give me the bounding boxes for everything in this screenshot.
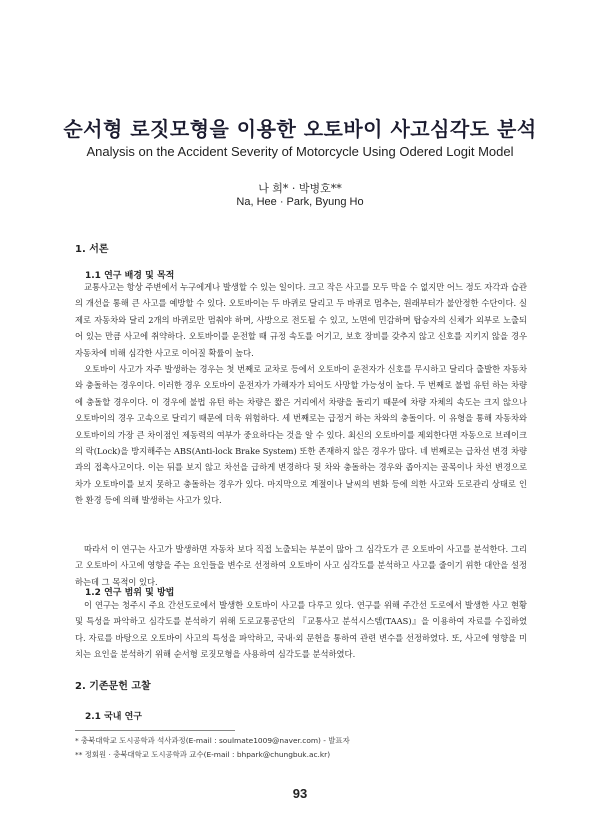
section-1-1-paragraph-1: 교통사고는 항상 주변에서 누구에게나 발생할 수 있는 일이다. 크고 작은 사고를 모두 막을 수 없지만 어느 정도 자각과 습관의 개선을 통해 큰 사고를 예방할 수 있다. 오토바이는 두 바퀴로 달리고 두 바퀴로 멈추는, 원래부터가 불안정한 수단이다. 실제로 자동차와 달리 2개의 바퀴로만 멈춰야 하며, 사방으로 전도될 수 있고, 노면에 민감하며 탑승자의 신체가 외부로 노출되어 있는 만큼 사고에 취약하다. 오토바이를 운전할 때 규정 속도를 어기고, 보호 장비를 갖추지 않고 신호를 지키지 않을 경우 자동차에 비해 심각한 사고로 이어질 확률이 높다. [75, 282, 527, 358]
paper-title: 순서형 로짓모형을 이용한 오토바이 사고심각도 분석 [63, 117, 537, 141]
section-2-heading: 2. 기존문헌 고찰 [75, 681, 151, 692]
section-1-2-heading: 1.2 연구 범위 및 방법 [85, 588, 175, 598]
footnote-divider [75, 730, 235, 731]
section-1-1-paragraph-3: 따라서 이 연구는 사고가 발생하면 자동차 보다 직접 노출되는 부분이 많아 그 심각도가 큰 오토바이 사고를 분석한다. 그리고 오토바이 사고에 영향을 주는 요인들을 변수로 선정하여 오토바이 사고 심각도를 분석하고 사고를 줄이기 위한 대안을 설정하는데 그 목적이 있다. [75, 544, 527, 587]
section-1-1-heading: 1.1 연구 배경 및 목적 [85, 271, 175, 281]
footnote-presenter: * 충북대학교 도시공학과 석사과정(E-mail : soulmate1009@naver.com) - 발표자 [75, 736, 350, 745]
authors-korean: 나 희* · 박병호** [258, 182, 342, 195]
authors-english: Na, Hee · Park, Byung Ho [236, 196, 364, 208]
section-1-heading: 1. 서론 [75, 244, 109, 255]
section-2-1-heading: 2.1 국내 연구 [85, 712, 142, 722]
page-number: 93 [292, 786, 308, 801]
section-1-2-paragraph-1: 이 연구는 청주시 주요 간선도로에서 발생한 오토바이 사고를 다루고 있다. 연구를 위해 주간선 도로에서 발생한 사고 현황 및 특성을 파악하고 심각도를 분석하기 위해 도로교통공단의 『교통사고 분석시스템(TAAS)』을 이용하여 자료를 수집하였다. 자료를 바탕으로 오토바이 사고의 특성을 파악하고, 국내·외 문헌을 통하여 관련 변수를 선정하였다. 또, 사고에 영향을 미치는 요인을 분석하기 위해 순서형 로짓모형을 사용하여 심각도를 분석하였다. [75, 600, 527, 660]
footnote-professor: ** 정회원 · 충북대학교 도시공학과 교수(E-mail : bhpark@chungbuk.ac.kr) [75, 750, 331, 759]
section-1-1-paragraph-2: 오토바이 사고가 자주 발생하는 경우는 첫 번째로 교차로 등에서 오토바이 운전자가 신호를 무시하고 달리다 출발한 자동차와 충돌하는 경우이다. 이러한 경우 오토바이 운전자가 가해자가 되어도 사망할 가능성이 높다. 두 번째로 불법 유턴 하는 차량에 충돌할 경우이다. 이 경우에 불법 유턴 하는 차량은 짧은 거리에서 차량을 돌리기 때문에 차량 자체의 속도는 크지 않으나 오토바이의 경우 고속으로 달리기 때문에 더욱 위험하다. 세 번째로는 급정거 하는 차와의 충돌이다. 이 유형을 통해 자동차와 오토바이의 가장 큰 차이점인 제동력의 여부가 중요하다는 것을 알 수 있다. 최신의 오토바이를 제외한다면 자동으로 브레이크의 락(Lock)을 방지해주는 ABS(Anti-lock Brake System) 또한 존재하지 않은 경우가 많다. 네 번째로는 급차선 변경 차량과의 접촉사고이다. 이는 뒤를 보지 않고 차선을 급하게 변경하다 뒷 차와 충돌하는 경우와 좁아지는 골목이나 차선 변경으로 차가 오토바이를 보지 못하고 충돌하는 경우가 있다. 마지막으로 계절이나 날씨의 변화 등에 의한 사고와 도로관리 상태로 인한 환경 등에 의해 발생하는 사고가 있다. [75, 364, 527, 506]
paper-subtitle-english: Analysis on the Accident Severity of Motorcycle Using Odered Logit Model [86, 144, 514, 159]
